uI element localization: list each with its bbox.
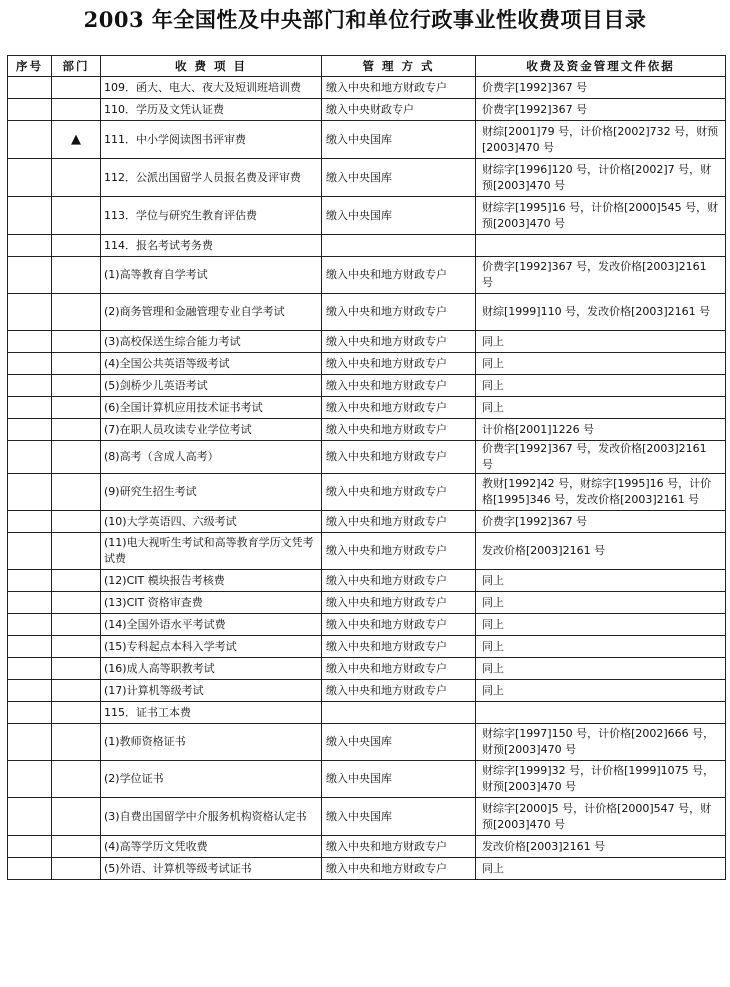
cell-dept <box>52 441 101 474</box>
cell-doc: 同上 <box>476 570 726 592</box>
cell-item: 113．学位与研究生教育评估费 <box>101 197 322 235</box>
table-row <box>8 614 726 636</box>
cell-doc: 同上 <box>476 636 726 658</box>
cell-mgmt: 缴入中央和地方财政专户 <box>322 680 476 702</box>
cell-mgmt: 缴入中央国库 <box>322 761 476 798</box>
cell-dept <box>52 474 101 511</box>
cell-mgmt <box>322 702 476 724</box>
cell-mgmt: 缴入中央国库 <box>322 197 476 235</box>
cell-seq <box>8 331 52 353</box>
cell-doc: 价费字[1992]367 号，发改价格[2003]2161 号 <box>476 441 726 474</box>
table-row <box>8 77 726 99</box>
cell-dept <box>52 331 101 353</box>
cell-doc: 价费字[1992]367 号 <box>476 99 726 121</box>
table-row <box>8 798 726 836</box>
fee-items-table <box>7 55 726 880</box>
cell-seq <box>8 235 52 257</box>
cell-seq <box>8 441 52 474</box>
cell-dept <box>52 702 101 724</box>
cell-item: (15)专科起点本科入学考试 <box>101 636 322 658</box>
cell-item: (5)剑桥少儿英语考试 <box>101 375 322 397</box>
cell-mgmt: 缴入中央和地方财政专户 <box>322 511 476 533</box>
cell-mgmt: 缴入中央国库 <box>322 798 476 836</box>
cell-item: 112．公派出国留学人员报名费及评审费 <box>101 159 322 197</box>
table-row <box>8 511 726 533</box>
cell-doc: 财综[2001]79 号，计价格[2002]732 号，财预[2003]470 号 <box>476 121 726 159</box>
cell-doc: 教财[1992]42 号，财综字[1995]16 号，计价格[1995]346 号，发改价格[2003]2161 号 <box>476 474 726 511</box>
cell-doc: 同上 <box>476 658 726 680</box>
header-doc: 收费及资金管理文件依据 <box>476 56 726 77</box>
cell-dept <box>52 294 101 331</box>
cell-item: (3)自费出国留学中介服务机构资格认定书 <box>101 798 322 836</box>
table-row <box>8 636 726 658</box>
cell-item: (10)大学英语四、六级考试 <box>101 511 322 533</box>
cell-doc: 财综字[1999]32 号，计价格[1999]1075 号，财预[2003]470 号 <box>476 761 726 798</box>
table-row <box>8 121 726 159</box>
cell-seq <box>8 375 52 397</box>
cell-doc: 财综字[2000]5 号，计价格[2000]547 号，财预[2003]470 号 <box>476 798 726 836</box>
cell-mgmt: 缴入中央和地方财政专户 <box>322 836 476 858</box>
cell-seq <box>8 636 52 658</box>
cell-doc: 计价格[2001]1226 号 <box>476 419 726 441</box>
cell-dept <box>52 77 101 99</box>
cell-item: (6)全国计算机应用技术证书考试 <box>101 397 322 419</box>
cell-mgmt: 缴入中央和地方财政专户 <box>322 257 476 294</box>
cell-doc: 价费字[1992]367 号 <box>476 77 726 99</box>
cell-seq <box>8 159 52 197</box>
cell-item: (9)研究生招生考试 <box>101 474 322 511</box>
table-row <box>8 658 726 680</box>
table-row <box>8 680 726 702</box>
cell-item: (7)在职人员攻读专业学位考试 <box>101 419 322 441</box>
cell-seq <box>8 680 52 702</box>
table-row <box>8 235 726 257</box>
table-row <box>8 761 726 798</box>
table-row <box>8 257 726 294</box>
cell-seq <box>8 658 52 680</box>
cell-seq <box>8 121 52 159</box>
cell-item: (8)高考（含成人高考） <box>101 441 322 474</box>
cell-doc: 同上 <box>476 331 726 353</box>
table-row <box>8 533 726 570</box>
cell-item: 109．函大、电大、夜大及短训班培训费 <box>101 77 322 99</box>
cell-dept <box>52 397 101 419</box>
cell-doc: 同上 <box>476 397 726 419</box>
cell-doc: 发改价格[2003]2161 号 <box>476 533 726 570</box>
cell-dept <box>52 99 101 121</box>
header-item: 收 费 项 目 <box>101 56 322 77</box>
cell-item: (5)外语、计算机等级考试证书 <box>101 858 322 880</box>
cell-mgmt: 缴入中央国库 <box>322 159 476 197</box>
cell-doc: 财综字[1997]150 号，计价格[2002]666 号，财预[2003]470 号 <box>476 724 726 761</box>
cell-item: (17)计算机等级考试 <box>101 680 322 702</box>
cell-doc: 同上 <box>476 680 726 702</box>
cell-mgmt: 缴入中央和地方财政专户 <box>322 419 476 441</box>
cell-seq <box>8 294 52 331</box>
cell-doc: 同上 <box>476 375 726 397</box>
cell-mgmt: 缴入中央和地方财政专户 <box>322 397 476 419</box>
cell-dept <box>52 353 101 375</box>
cell-seq <box>8 761 52 798</box>
cell-item: 114．报名考试考务费 <box>101 235 322 257</box>
cell-mgmt: 缴入中央和地方财政专户 <box>322 294 476 331</box>
cell-dept <box>52 614 101 636</box>
cell-item: (4)高等学历文凭收费 <box>101 836 322 858</box>
cell-item: (12)CIT 模块报告考核费 <box>101 570 322 592</box>
cell-item: 115．证书工本费 <box>101 702 322 724</box>
cell-dept: ▲ <box>52 121 101 159</box>
cell-mgmt: 缴入中央和地方财政专户 <box>322 353 476 375</box>
cell-mgmt: 缴入中央和地方财政专户 <box>322 533 476 570</box>
cell-item: (14)全国外语水平考试费 <box>101 614 322 636</box>
table-row <box>8 397 726 419</box>
table-row <box>8 592 726 614</box>
cell-doc: 同上 <box>476 614 726 636</box>
cell-dept <box>52 592 101 614</box>
cell-dept <box>52 636 101 658</box>
cell-doc: 发改价格[2003]2161 号 <box>476 836 726 858</box>
header-dept: 部门 <box>52 56 101 77</box>
cell-seq <box>8 702 52 724</box>
cell-mgmt: 缴入中央和地方财政专户 <box>322 474 476 511</box>
cell-doc: 同上 <box>476 858 726 880</box>
cell-mgmt: 缴入中央国库 <box>322 724 476 761</box>
cell-dept <box>52 836 101 858</box>
table-row <box>8 724 726 761</box>
cell-item: (13)CIT 资格审查费 <box>101 592 322 614</box>
cell-dept <box>52 761 101 798</box>
table-row <box>8 197 726 235</box>
cell-dept <box>52 533 101 570</box>
cell-seq <box>8 614 52 636</box>
cell-dept <box>52 159 101 197</box>
header-seq: 序号 <box>8 56 52 77</box>
cell-mgmt: 缴入中央和地方财政专户 <box>322 77 476 99</box>
cell-seq <box>8 353 52 375</box>
cell-dept <box>52 658 101 680</box>
cell-dept <box>52 570 101 592</box>
table-row <box>8 353 726 375</box>
cell-mgmt: 缴入中央和地方财政专户 <box>322 636 476 658</box>
page-title: 2003 年全国性及中央部门和单位行政事业性收费项目目录 <box>83 7 647 32</box>
cell-doc: 财综字[1995]16 号，计价格[2000]545 号，财预[2003]470 号 <box>476 197 726 235</box>
table-row <box>8 836 726 858</box>
cell-mgmt: 缴入中央财政专户 <box>322 99 476 121</box>
table-row <box>8 702 726 724</box>
cell-seq <box>8 858 52 880</box>
cell-dept <box>52 257 101 294</box>
cell-seq <box>8 77 52 99</box>
cell-doc: 财综字[1996]120 号，计价格[2002]7 号，财预[2003]470 号 <box>476 159 726 197</box>
cell-mgmt: 缴入中央国库 <box>322 121 476 159</box>
cell-dept <box>52 511 101 533</box>
table-row <box>8 159 726 197</box>
table-row <box>8 474 726 511</box>
cell-seq <box>8 724 52 761</box>
cell-item: (4)全国公共英语等级考试 <box>101 353 322 375</box>
cell-dept <box>52 197 101 235</box>
cell-item: 110．学历及文凭认证费 <box>101 99 322 121</box>
table-header-row <box>8 56 726 77</box>
cell-dept <box>52 798 101 836</box>
cell-mgmt: 缴入中央和地方财政专户 <box>322 658 476 680</box>
cell-seq <box>8 511 52 533</box>
cell-doc: 财综[1999]110 号，发改价格[2003]2161 号 <box>476 294 726 331</box>
table-row <box>8 441 726 474</box>
cell-dept <box>52 235 101 257</box>
table-row <box>8 858 726 880</box>
cell-dept <box>52 419 101 441</box>
cell-doc: 价费字[1992]367 号，发改价格[2003]2161 号 <box>476 257 726 294</box>
cell-item: (1)高等教育自学考试 <box>101 257 322 294</box>
cell-seq <box>8 397 52 419</box>
cell-dept <box>52 680 101 702</box>
cell-seq <box>8 99 52 121</box>
table-body <box>8 77 726 880</box>
cell-seq <box>8 197 52 235</box>
cell-mgmt: 缴入中央和地方财政专户 <box>322 331 476 353</box>
cell-seq <box>8 474 52 511</box>
cell-doc: 同上 <box>476 353 726 375</box>
cell-doc <box>476 702 726 724</box>
cell-mgmt: 缴入中央和地方财政专户 <box>322 570 476 592</box>
cell-dept <box>52 858 101 880</box>
cell-item: (3)高校保送生综合能力考试 <box>101 331 322 353</box>
cell-item: (1)教师资格证书 <box>101 724 322 761</box>
cell-seq <box>8 592 52 614</box>
cell-seq <box>8 257 52 294</box>
cell-mgmt: 缴入中央和地方财政专户 <box>322 858 476 880</box>
cell-seq <box>8 419 52 441</box>
cell-mgmt: 缴入中央和地方财政专户 <box>322 614 476 636</box>
table-row <box>8 99 726 121</box>
table-row <box>8 570 726 592</box>
cell-seq <box>8 570 52 592</box>
cell-mgmt: 缴入中央和地方财政专户 <box>322 375 476 397</box>
cell-seq <box>8 798 52 836</box>
table-row <box>8 331 726 353</box>
cell-seq <box>8 836 52 858</box>
table-row <box>8 419 726 441</box>
cell-doc <box>476 235 726 257</box>
cell-doc: 价费字[1992]367 号 <box>476 511 726 533</box>
cell-item: (2)商务管理和金融管理专业自学考试 <box>101 294 322 331</box>
cell-item: (16)成人高等职教考试 <box>101 658 322 680</box>
cell-item: 111．中小学阅读图书评审费 <box>101 121 322 159</box>
cell-mgmt: 缴入中央和地方财政专户 <box>322 592 476 614</box>
cell-doc: 同上 <box>476 592 726 614</box>
table-row <box>8 375 726 397</box>
cell-mgmt <box>322 235 476 257</box>
header-mgmt: 管 理 方 式 <box>322 56 476 77</box>
cell-item: (11)电大视听生考试和高等教育学历文凭考试费 <box>101 533 322 570</box>
table-row <box>8 294 726 331</box>
cell-dept <box>52 375 101 397</box>
cell-mgmt: 缴入中央和地方财政专户 <box>322 441 476 474</box>
cell-item: (2)学位证书 <box>101 761 322 798</box>
cell-seq <box>8 533 52 570</box>
cell-dept <box>52 724 101 761</box>
